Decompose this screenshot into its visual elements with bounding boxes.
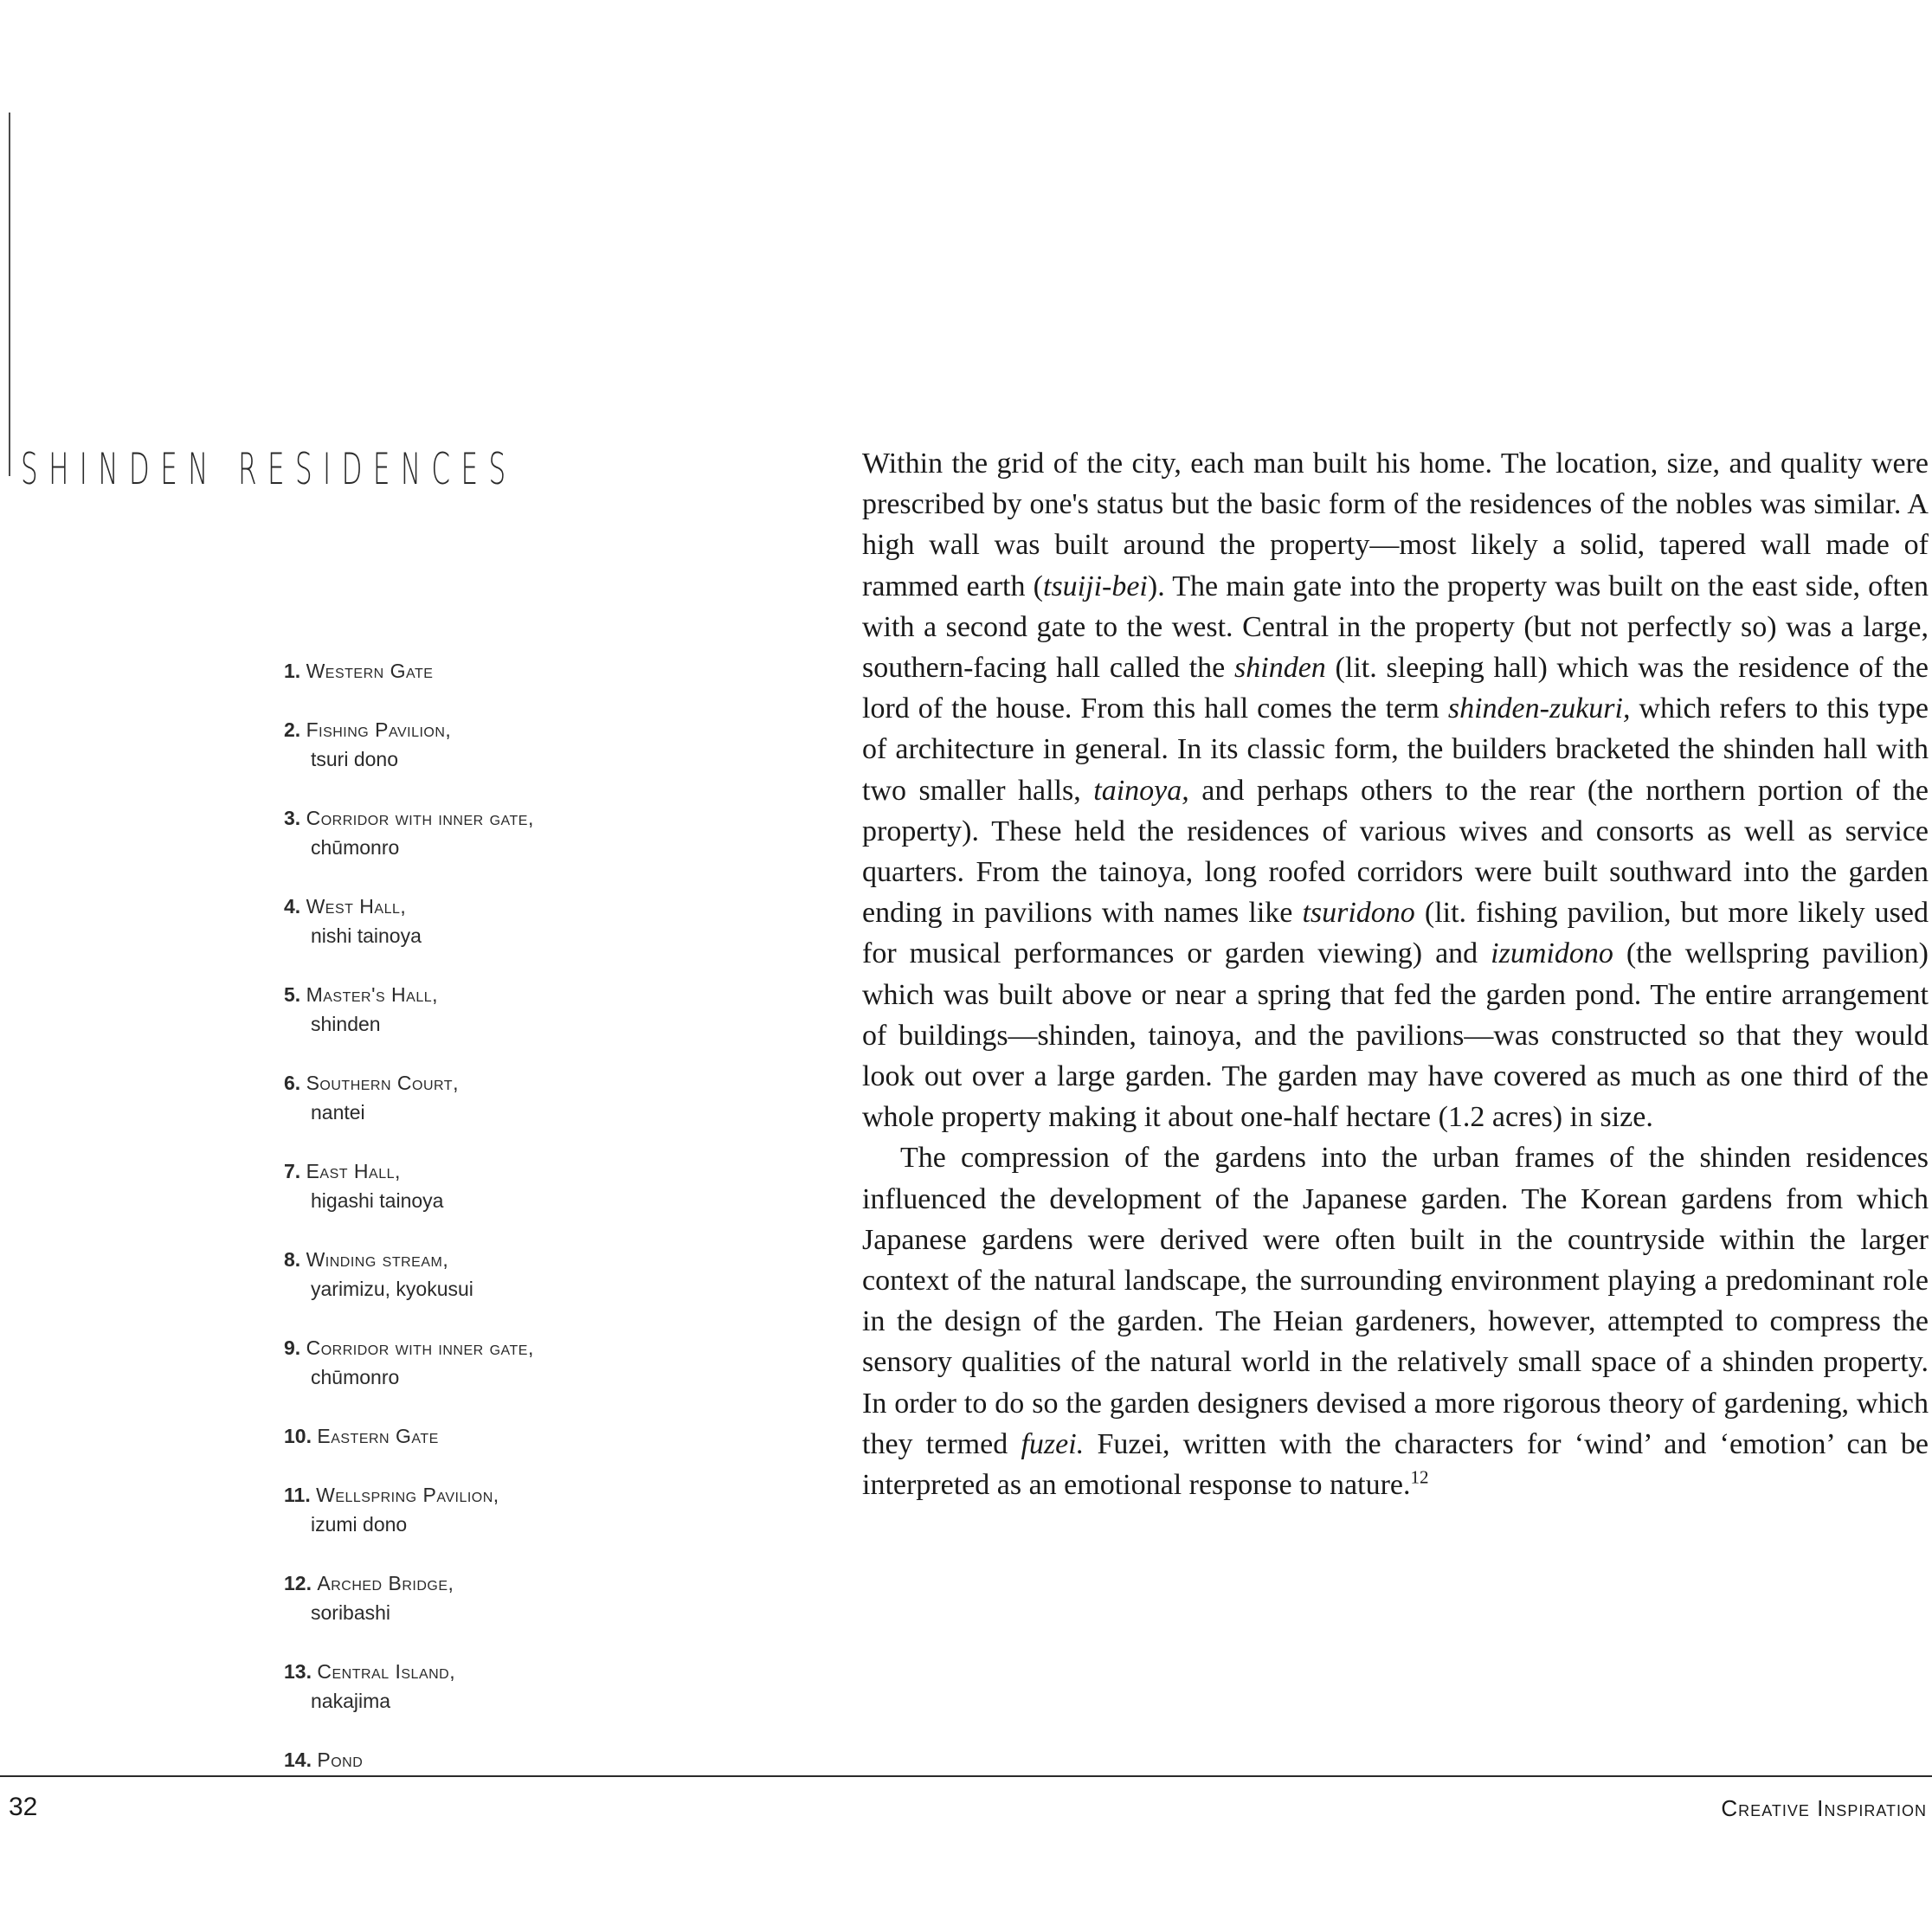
text-run: and perhaps others to the rear (the northern portion of the property). These held the residences of various wives and consorts as well as service quarters. From the tainoya, long roofed corridors were built southward into the garden ending in pavilions with names like (862, 774, 1929, 930)
legend-item (284, 1480, 647, 1539)
legend-japanese-name: higashi tainoya (311, 1189, 444, 1212)
legend-number: 6. (284, 1072, 301, 1094)
text-run: which refers to this type of architecture in general. In its classic form, the builders bracketed the shinden hall with two smaller halls, (862, 692, 1929, 807)
legend-number: 4. (284, 895, 301, 918)
legend-japanese-name: yarimizu, kyokusui (311, 1278, 473, 1300)
legend-number: 10. (284, 1425, 312, 1447)
italic-term: fuzei. (1021, 1427, 1085, 1460)
italic-term: shinden-zukuri, (1447, 692, 1631, 725)
legend-name: Central Island, (317, 1660, 456, 1683)
footnote-reference[interactable]: 12 (1410, 1466, 1429, 1488)
legend-name: Pond (317, 1748, 364, 1771)
legend-number: 7. (284, 1160, 301, 1182)
text-run: Fuzei, written with the characters for ‘wind’ and ‘emotion’ can be interpreted as an emotional response to nature. (862, 1427, 1929, 1502)
italic-term: shinden (1234, 652, 1326, 685)
legend-item (284, 1333, 647, 1392)
text-run: ). The main gate into the property was built on the east side, often with a second gate to the west. Central in the property (but not perfectly so) was a large, southern-facing hall called the (862, 570, 1929, 685)
legend-name: Wellspring Pavilion, (316, 1484, 499, 1506)
text-run: (lit. fishing pavilion, but more likely used for musical performances or garden viewing) and (862, 897, 1929, 970)
plan-legend (284, 656, 647, 1804)
text-run: (the wellspring pavilion) which was built above or near a spring that fed the garden pond. The entire arrangement of buildings—shinden, tainoya, and the pavilions—was constructed so that they would look out over a large garden. The garden may have covered as much as one third of the whole property making it about one-half hectare (1.2 acres) in size. (862, 937, 1929, 1134)
legend-item (284, 1745, 647, 1774)
legend-japanese-name: izumi dono (311, 1513, 408, 1536)
paragraph (862, 1137, 1929, 1505)
legend-name: Winding stream, (306, 1248, 449, 1271)
legend-japanese-name: chūmonro (311, 1366, 400, 1388)
text-run: (lit. sleeping hall) which was the residence of the lord of the house. From this hall comes the term (862, 652, 1929, 725)
text-run: Within the grid of the city, each man built his home. The location, size, and quality were prescribed by one's status but the basic form of the residences of the nobles was similar. A high wall was built around the property—most likely a solid, tapered wall made of rammed earth ( (862, 448, 1929, 602)
italic-term: tainoya, (1093, 774, 1189, 807)
vertical-rule (9, 113, 10, 476)
legend-japanese-name: shinden (311, 1013, 381, 1035)
legend-item (284, 980, 647, 1039)
legend-item (284, 1245, 647, 1304)
running-head: Creative Inspiration (1721, 1795, 1927, 1821)
legend-japanese-name: tsuri dono (311, 748, 399, 770)
page-number: 32 (9, 1793, 38, 1821)
legend-japanese-name: nishi tainoya (311, 924, 422, 947)
legend-name: Corridor with inner gate, (306, 1336, 534, 1359)
legend-number: 13. (284, 1660, 312, 1683)
legend-name: East Hall, (306, 1160, 401, 1182)
legend-item (284, 892, 647, 950)
body-text (862, 443, 1929, 1505)
legend-name: Western Gate (306, 660, 434, 682)
legend-number: 1. (284, 660, 301, 682)
legend-name: Eastern Gate (317, 1425, 439, 1447)
legend-name: West Hall, (306, 895, 407, 918)
legend-number: 11. (284, 1484, 311, 1506)
legend-japanese-name: soribashi (311, 1601, 391, 1624)
text-run: The compression of the gardens into the urban frames of the shinden residences influenced the development of the Japanese garden. The Korean gardens from which Japanese gardens were derived were often built in the countryside within the larger context of the natural landscape, the surrounding environment playing a predominant role in the design of the garden. The Heian gardeners, however, attempted to compress the sensory qualities of the natural world in the relatively small space of a shinden property. In order to do so the garden designers devised a more rigorous theory of gardening, which they termed (862, 1142, 1929, 1460)
legend-japanese-name: nantei (311, 1101, 365, 1124)
legend-name: Master's Hall, (306, 983, 439, 1006)
italic-term: tsuridono (1302, 897, 1415, 930)
legend-number: 5. (284, 983, 301, 1006)
legend-item (284, 1421, 647, 1451)
legend-item (284, 715, 647, 774)
legend-name: Arched Bridge, (317, 1572, 454, 1594)
footer-rule (0, 1775, 1932, 1777)
legend-japanese-name: nakajima (311, 1690, 391, 1712)
paragraph (862, 443, 1929, 1137)
legend-number: 2. (284, 718, 301, 741)
section-title: SHINDEN RESIDENCES (21, 444, 517, 494)
legend-name: Corridor with inner gate, (306, 807, 534, 829)
legend-item (284, 1657, 647, 1716)
legend-number: 12. (284, 1572, 312, 1594)
legend-name: Fishing Pavilion, (306, 718, 452, 741)
legend-item (284, 656, 647, 686)
legend-item (284, 1068, 647, 1127)
legend-item (284, 803, 647, 862)
legend-number: 8. (284, 1248, 301, 1271)
legend-item (284, 1568, 647, 1627)
legend-number: 14. (284, 1748, 312, 1771)
legend-number: 3. (284, 807, 301, 829)
italic-term: izumidono (1491, 937, 1613, 970)
legend-item (284, 1156, 647, 1215)
italic-term: tsuiji-bei (1043, 570, 1148, 602)
legend-number: 9. (284, 1336, 301, 1359)
legend-japanese-name: chūmonro (311, 836, 400, 859)
legend-name: Southern Court, (306, 1072, 459, 1094)
